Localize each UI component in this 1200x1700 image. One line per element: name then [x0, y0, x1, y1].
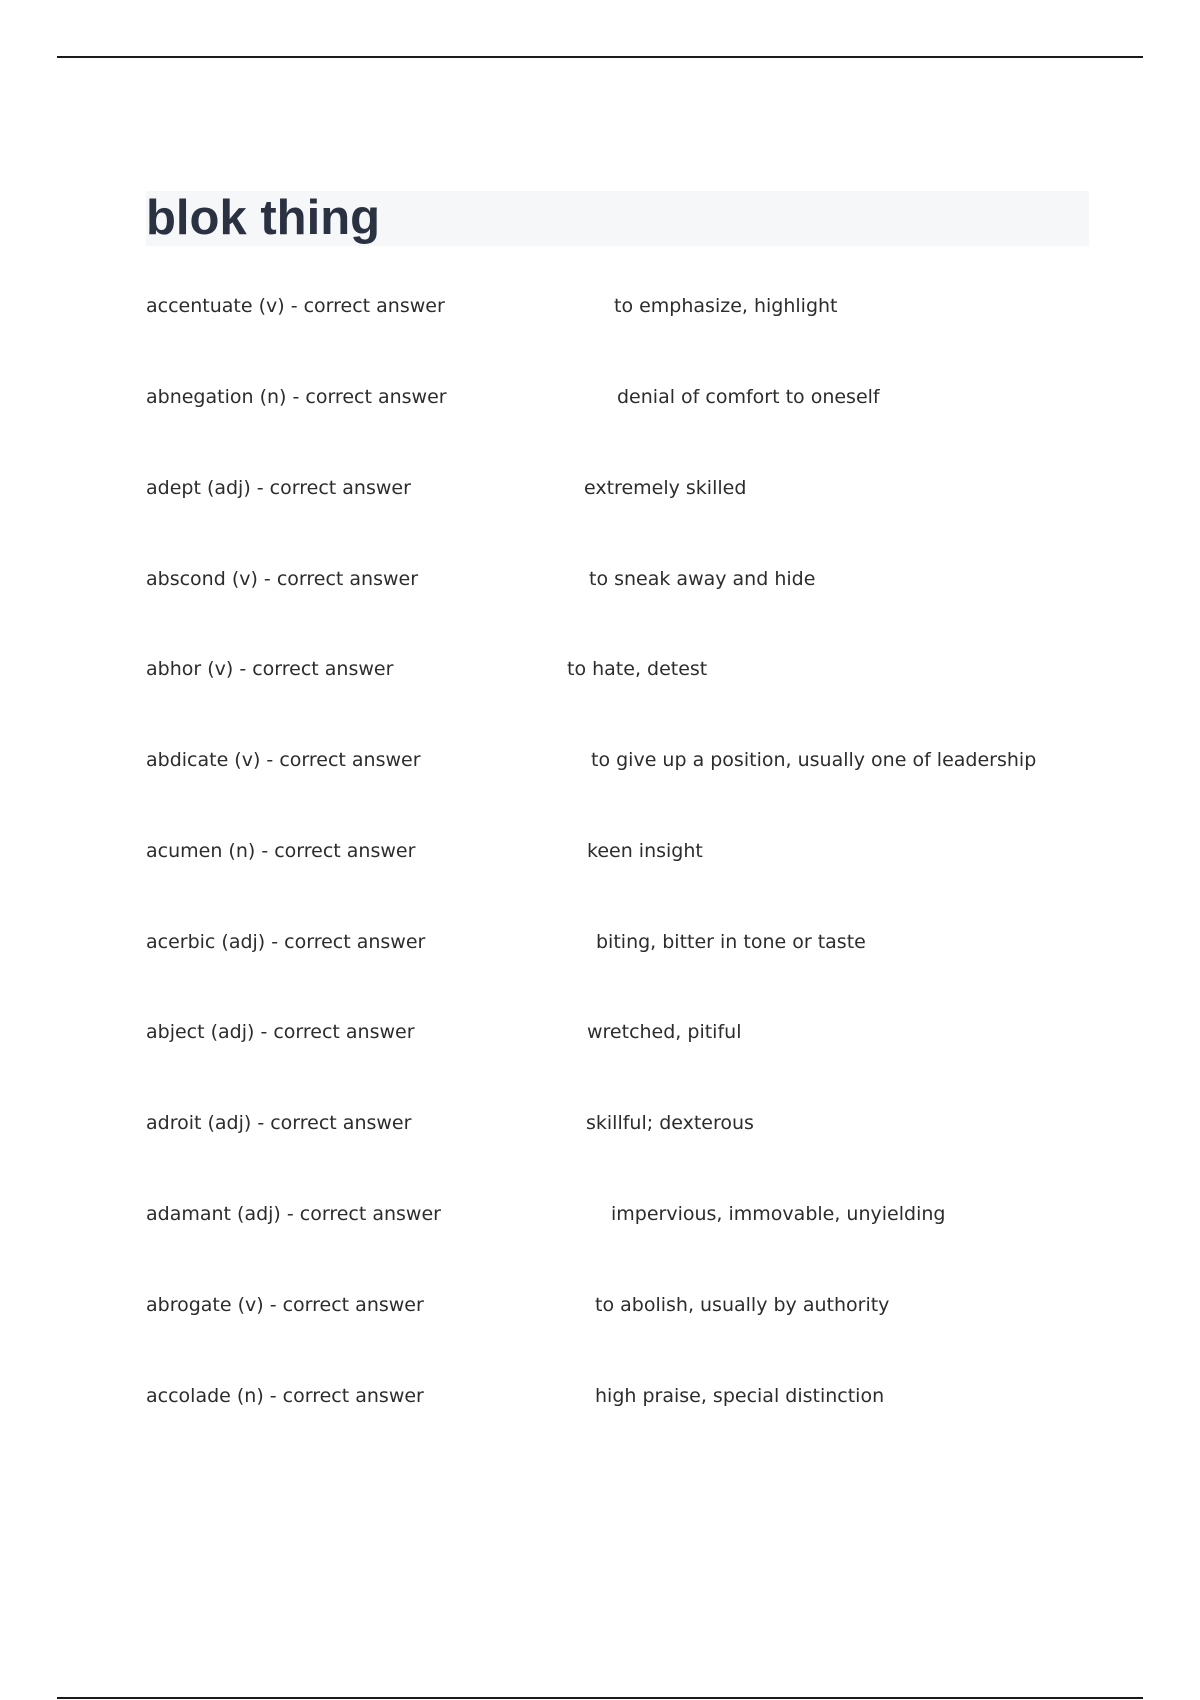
entry-term: acumen (n) - correct answer	[146, 840, 416, 862]
flashcard-entry	[0, 836, 1200, 866]
flashcard-entry	[0, 745, 1200, 775]
header-rule	[57, 56, 1143, 58]
entry-term: abscond (v) - correct answer	[146, 568, 419, 590]
entry-term: accolade (n) - correct answer	[146, 1385, 424, 1407]
entry-definition: to sneak away and hide	[589, 568, 816, 590]
entry-definition: to hate, detest	[567, 658, 708, 680]
document-title: blok thing	[146, 191, 381, 245]
entry-definition: biting, bitter in tone or taste	[596, 931, 866, 953]
entry-definition: to abolish, usually by authority	[595, 1294, 890, 1316]
entry-term: abdicate (v) - correct answer	[146, 749, 421, 771]
entry-definition: impervious, immovable, unyielding	[611, 1203, 946, 1225]
entry-definition: to give up a position, usually one of leadership	[591, 749, 1037, 771]
entry-definition: high praise, special distinction	[595, 1385, 885, 1407]
flashcard-entry	[0, 1381, 1200, 1411]
entry-definition: to emphasize, highlight	[614, 295, 838, 317]
entry-term: accentuate (v) - correct answer	[146, 295, 445, 317]
entry-definition: keen insight	[587, 840, 703, 862]
flashcard-entry	[0, 654, 1200, 684]
flashcard-entry	[0, 382, 1200, 412]
entry-term: abrogate (v) - correct answer	[146, 1294, 424, 1316]
flashcard-entry	[0, 1199, 1200, 1229]
entry-term: abhor (v) - correct answer	[146, 658, 394, 680]
entry-definition: denial of comfort to oneself	[617, 386, 880, 408]
flashcard-entry	[0, 1017, 1200, 1047]
entry-term: adamant (adj) - correct answer	[146, 1203, 441, 1225]
flashcard-entry	[0, 473, 1200, 503]
entry-definition: skillful; dexterous	[586, 1112, 754, 1134]
entry-term: adroit (adj) - correct answer	[146, 1112, 412, 1134]
entry-definition: extremely skilled	[584, 477, 747, 499]
flashcard-entry	[0, 1108, 1200, 1138]
entry-term: acerbic (adj) - correct answer	[146, 931, 426, 953]
entry-term: abnegation (n) - correct answer	[146, 386, 447, 408]
entry-definition: wretched, pitiful	[587, 1021, 742, 1043]
footer-rule	[57, 1697, 1143, 1699]
flashcard-entry	[0, 564, 1200, 594]
entry-term: adept (adj) - correct answer	[146, 477, 411, 499]
flashcard-entry	[0, 291, 1200, 321]
entry-term: abject (adj) - correct answer	[146, 1021, 415, 1043]
flashcard-entry	[0, 927, 1200, 957]
flashcard-entry	[0, 1290, 1200, 1320]
